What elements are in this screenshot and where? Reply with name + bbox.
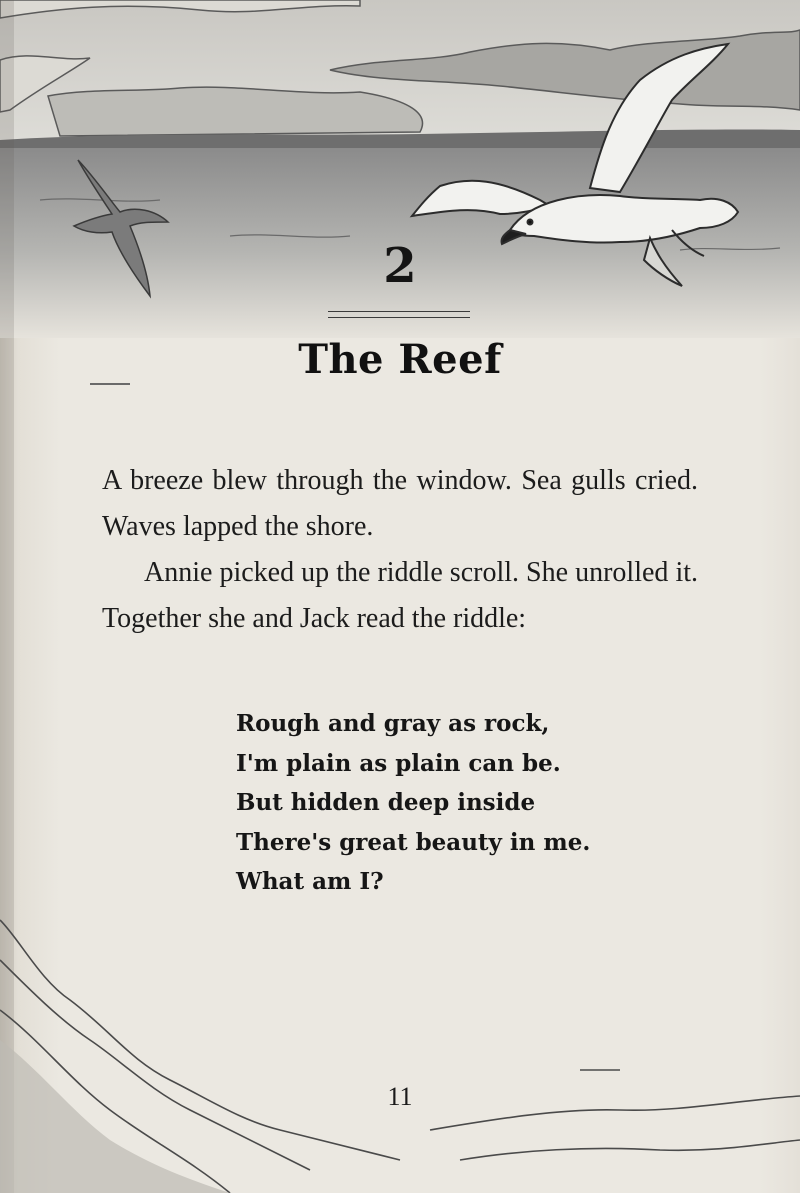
riddle-line: But hidden deep inside xyxy=(236,789,536,816)
paragraph: A breeze blew through the window. Sea gulls cried. Waves lapped the shore. xyxy=(102,465,698,542)
shore-sand xyxy=(0,1040,230,1193)
riddle-verse xyxy=(236,704,590,902)
chapter-number: 2 xyxy=(383,238,417,294)
riddle-line: Rough and gray as rock, xyxy=(236,710,550,737)
riddle-line: I'm plain as plain can be. xyxy=(236,749,561,777)
title-rule-top xyxy=(328,311,470,312)
title-rule-bottom xyxy=(328,317,470,318)
paragraph: Annie picked up the riddle scroll. She unrolled it. Together she and Jack read the riddle: xyxy=(102,557,698,634)
riddle-line: There's great beauty in me. xyxy=(236,828,591,856)
riddle-line: What am I? xyxy=(236,868,384,895)
chapter-title: The Reef xyxy=(298,336,502,383)
page-number: 11 xyxy=(387,1082,413,1111)
page-gutter-shadow xyxy=(0,0,14,1193)
